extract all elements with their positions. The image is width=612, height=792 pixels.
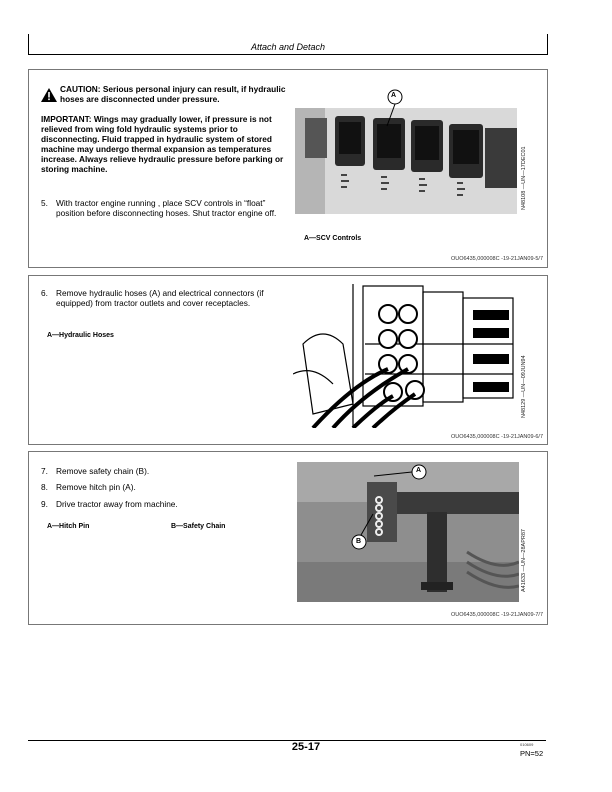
section-hitch xyxy=(28,451,548,625)
caption-hitch-pin: A—Hitch Pin xyxy=(47,523,90,530)
step-text: Drive tractor away from machine. xyxy=(56,499,178,509)
important-body: Wings may gradually lower, if pressure is not relieved from wing fold hydraulic systems prior to disconnecting. Fluid trapped in hydraulic system of stored machine may undergo thermal expansion as temperatures increase. Always relieve hydraulic pressure before parking or storing machine. xyxy=(41,114,284,174)
step-number: 5. xyxy=(41,198,48,208)
footer-code: 010609 xyxy=(520,742,534,747)
section-title: Attach and Detach xyxy=(250,42,326,52)
page-number: 25-17 xyxy=(291,741,321,753)
image-id: A41633 —UN—28APR87 xyxy=(521,529,527,592)
page-header xyxy=(28,34,548,55)
important-note xyxy=(41,114,291,174)
reference-code: OUO6435,000008C -19-21JAN09-6/7 xyxy=(450,434,543,440)
caption-safety-chain: B—Safety Chain xyxy=(171,523,226,530)
step-number: 7. xyxy=(41,466,48,476)
step-number: 6. xyxy=(41,288,48,298)
figure-caption: A—Hydraulic Hoses xyxy=(47,332,114,339)
step-text: Remove hitch pin (A). xyxy=(56,482,136,492)
step-number: 9. xyxy=(41,499,48,509)
callout-a-label: A xyxy=(391,92,397,99)
important-label: IMPORTANT: xyxy=(41,114,92,124)
warning-triangle-icon xyxy=(41,88,57,102)
callout-safety-chain xyxy=(349,512,379,552)
step-text: With tractor engine running , place SCV controls in “float” position before disconnecting hoses. Shut tractor engine off. xyxy=(56,198,277,218)
section-scv-controls xyxy=(28,69,548,268)
section-hydraulic-hoses xyxy=(28,275,548,445)
reference-code: OUO6435,000008C -19-21JAN09-5/7 xyxy=(450,256,543,262)
image-id: N48108 —UN—17DEC01 xyxy=(521,146,527,210)
callout-a-label: A xyxy=(416,467,422,474)
reference-code: OUO6435,000008C -19-21JAN09-7/7 xyxy=(450,612,543,618)
caution-text: CAUTION: Serious personal injury can result, if hydraulic hoses are disconnected under pressure. xyxy=(60,84,286,104)
image-id: N48129 —UN—09JUN94 xyxy=(521,355,527,418)
callout-b-label: B xyxy=(356,538,362,545)
step-text: Remove safety chain (B). xyxy=(56,466,150,476)
step-text: Remove hydraulic hoses (A) and electrical connectors (if equipped) from tractor outlets and cover receptacles. xyxy=(56,288,264,308)
pn-label: PN=52 xyxy=(520,749,544,758)
hydraulic-hoses-illustration xyxy=(293,284,519,428)
figure-caption: A—SCV Controls xyxy=(304,235,362,242)
step-number: 8. xyxy=(41,482,48,492)
